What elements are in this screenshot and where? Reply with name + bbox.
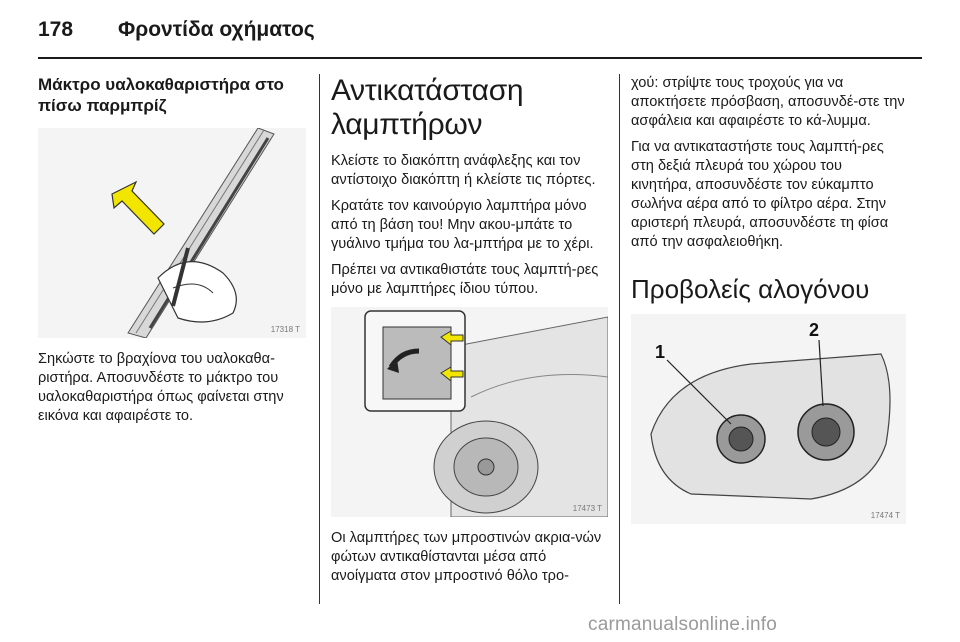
wiper-heading: Μάκτρο υαλοκαθαριστήρα στο πίσω παρμπρίζ	[38, 75, 284, 115]
figure-code: 17473 T	[572, 504, 602, 513]
bulbs-paragraph-3: Πρέπει να αντικαθιστάτε τους λαμπτή-ρες μόνο με λαμπτήρες ίδιου τύπου.	[331, 262, 599, 297]
header-rule	[38, 57, 922, 59]
column-bulbs	[331, 74, 608, 593]
halogen-heading: Προβολείς αλογόνου	[631, 274, 870, 304]
bulbs-heading: Αντικατάσταση λαμπτήρων	[331, 74, 524, 141]
callout-2: 2	[809, 320, 820, 340]
column-divider	[319, 74, 320, 604]
wheelarch-figure	[331, 307, 608, 517]
bulbs-paragraph-4: Οι λαμπτήρες των μπροστινών ακρια-νών φώτων αντικαθίστανται μέσα από ανοίγματα στον μπροστινό θόλο τρο-	[331, 530, 602, 584]
column-halogen	[631, 74, 906, 524]
headlamp-illustration	[631, 314, 906, 524]
wiper-paragraph: Σηκώστε το βραχίονα του υαλοκαθα-ριστήρα. Αποσυνδέστε το μάκτρο του υαλοκαθαριστήρα όπως φαίνεται στην εικόνα και αφαιρέστε το.	[38, 351, 284, 424]
bulbs-paragraph-1: Κλείστε το διακόπτη ανάφλεξης και τον αντίστοιχο διακόπτη ή κλείστε τις πόρτες.	[331, 153, 596, 188]
halogen-intro-paragraph-1: χού: στρίψτε τους τροχούς για να αποκτήσετε πρόσβαση, αποσυνδέ-στε την ασφάλεια και αφαιρέστε το κά-λυμμα.	[631, 75, 905, 129]
bulbs-paragraph-2: Κρατάτε τον καινούργιο λαμπτήρα μόνο από τη βάση του! Μην ακου-μπάτε το γυάλινο τμήμα του λα-μπτήρα με το χέρι.	[331, 198, 594, 252]
section-title: Φροντίδα οχήματος	[118, 18, 315, 41]
car-wheelarch-illustration	[331, 307, 608, 517]
figure-code: 17318 T	[270, 325, 300, 334]
column-divider	[619, 74, 620, 604]
headlamp-figure	[631, 314, 906, 524]
figure-code: 17474 T	[870, 511, 900, 520]
column-wiper	[38, 74, 306, 433]
halogen-intro-paragraph-2: Για να αντικαταστήστε τους λαμπτή-ρες στη δεξιά πλευρά του χώρου του κινητήρα, αποσυνδέστε τον εύκαμπτο σωλήνα αέρα από το φίλτρο αέρα. Στην αριστερή πλευρά, αποσυνδέστε τη φίσα από την ασφαλειοθήκη.	[631, 139, 889, 250]
wiper-figure	[38, 128, 306, 338]
wiper-illustration	[38, 128, 306, 338]
watermark: carmanualsonline.info	[588, 614, 778, 635]
callout-1: 1	[655, 342, 666, 362]
page-number: 178	[38, 18, 74, 41]
